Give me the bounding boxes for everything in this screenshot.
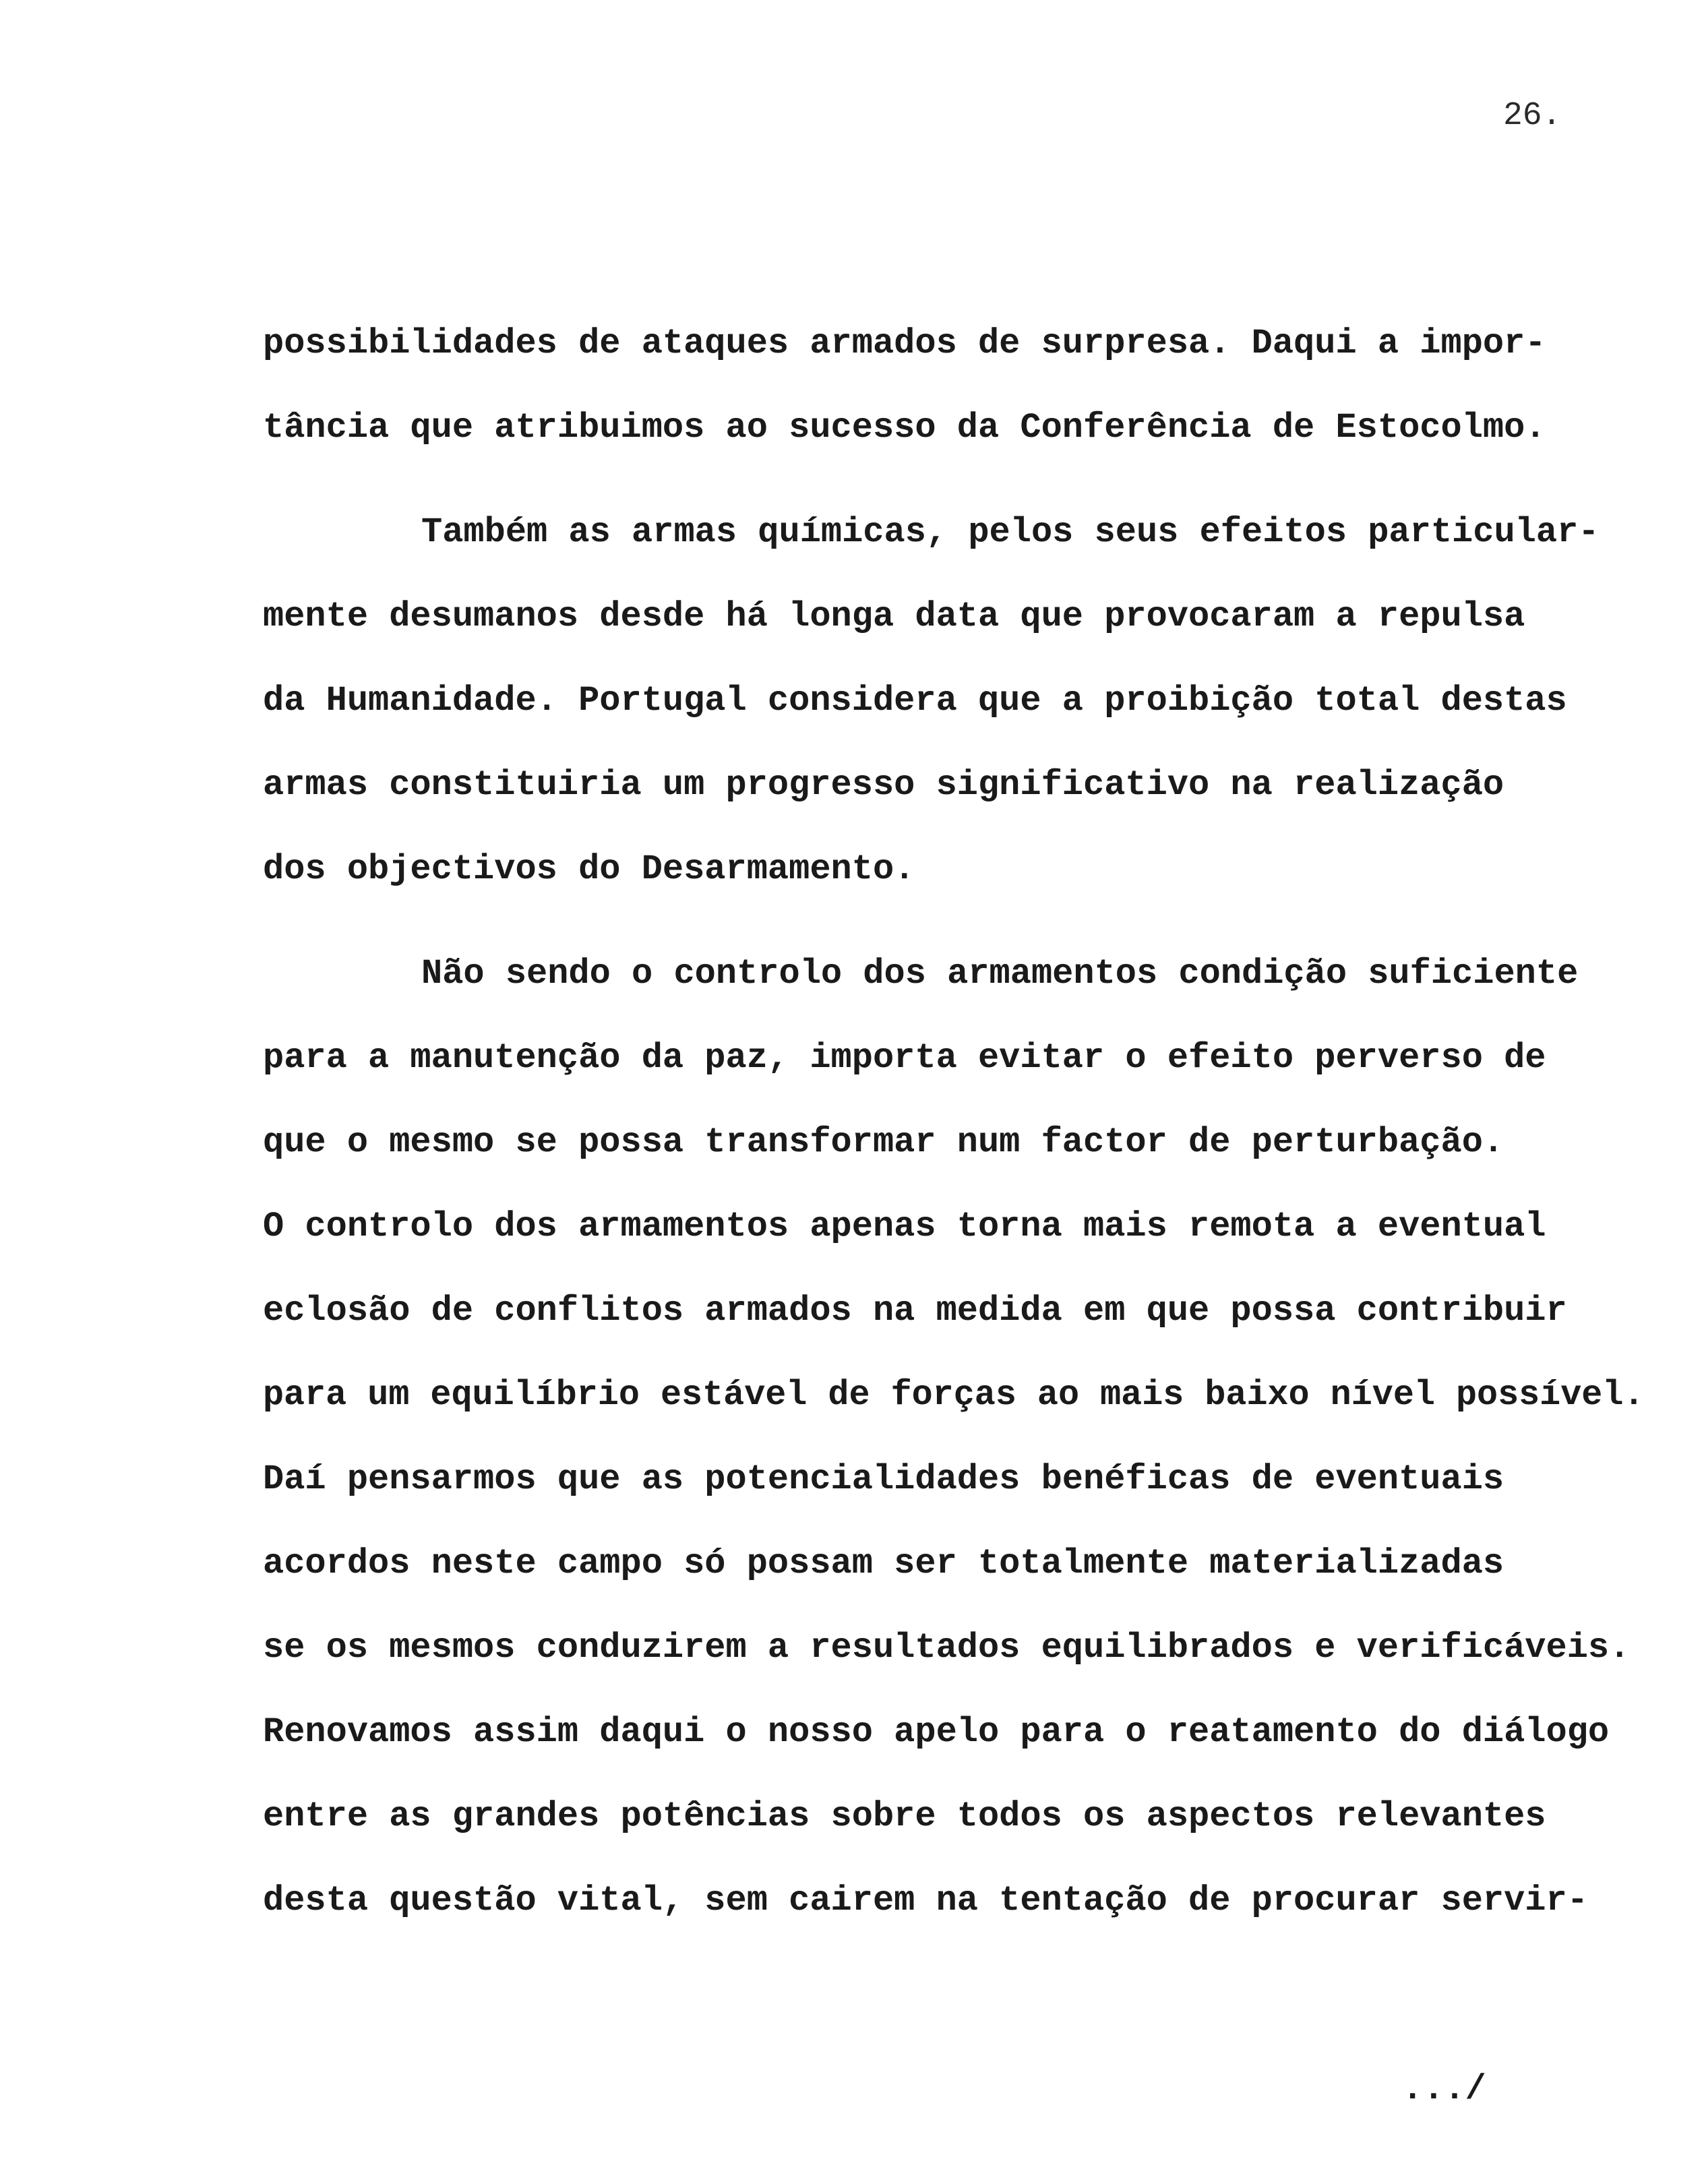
paragraph-start-line: Também as armas químicas, pelos seus efeitos particular-: [421, 512, 1600, 552]
text-line: O controlo dos armamentos apenas torna mais remota a eventual: [263, 1207, 1546, 1246]
text-line: eclosão de conflitos armados na medida em que possa contribuir: [263, 1291, 1567, 1331]
paragraph-start-line: Não sendo o controlo dos armamentos condição suficiente: [421, 954, 1579, 994]
text-line: Daí pensarmos que as potencialidades benéficas de eventuais: [263, 1459, 1504, 1499]
text-line: possibilidades de ataques armados de surpresa. Daqui a impor-: [263, 324, 1546, 363]
text-line: se os mesmos conduzirem a resultados equilibrados e verificáveis.: [263, 1628, 1631, 1668]
text-line: Renovamos assim daqui o nosso apelo para o reatamento do diálogo: [263, 1712, 1610, 1752]
text-line: para a manutenção da paz, importa evitar o efeito perverso de: [263, 1038, 1546, 1078]
page-number: 26.: [1503, 98, 1562, 134]
text-line: tância que atribuimos ao sucesso da Conferência de Estocolmo.: [263, 408, 1546, 448]
text-line: armas constituiria um progresso significativo na realização: [263, 765, 1504, 805]
text-line: mente desumanos desde há longa data que provocaram a repulsa: [263, 597, 1525, 636]
text-line: desta questão vital, sem cairem na tentação de procurar servir-: [263, 1881, 1588, 1920]
text-line: entre as grandes potências sobre todos os aspectos relevantes: [263, 1796, 1546, 1836]
text-line: da Humanidade. Portugal considera que a proibição total destas: [263, 681, 1567, 721]
text-line: para um equilíbrio estável de forças ao mais baixo nível possível.: [263, 1375, 1645, 1415]
text-line: dos objectivos do Desarmamento.: [263, 849, 915, 889]
text-line: acordos neste campo só possam ser totalmente materializadas: [263, 1544, 1504, 1583]
continuation-mark: .../: [1402, 2069, 1486, 2109]
text-line: que o mesmo se possa transformar num factor de perturbação.: [263, 1122, 1504, 1162]
